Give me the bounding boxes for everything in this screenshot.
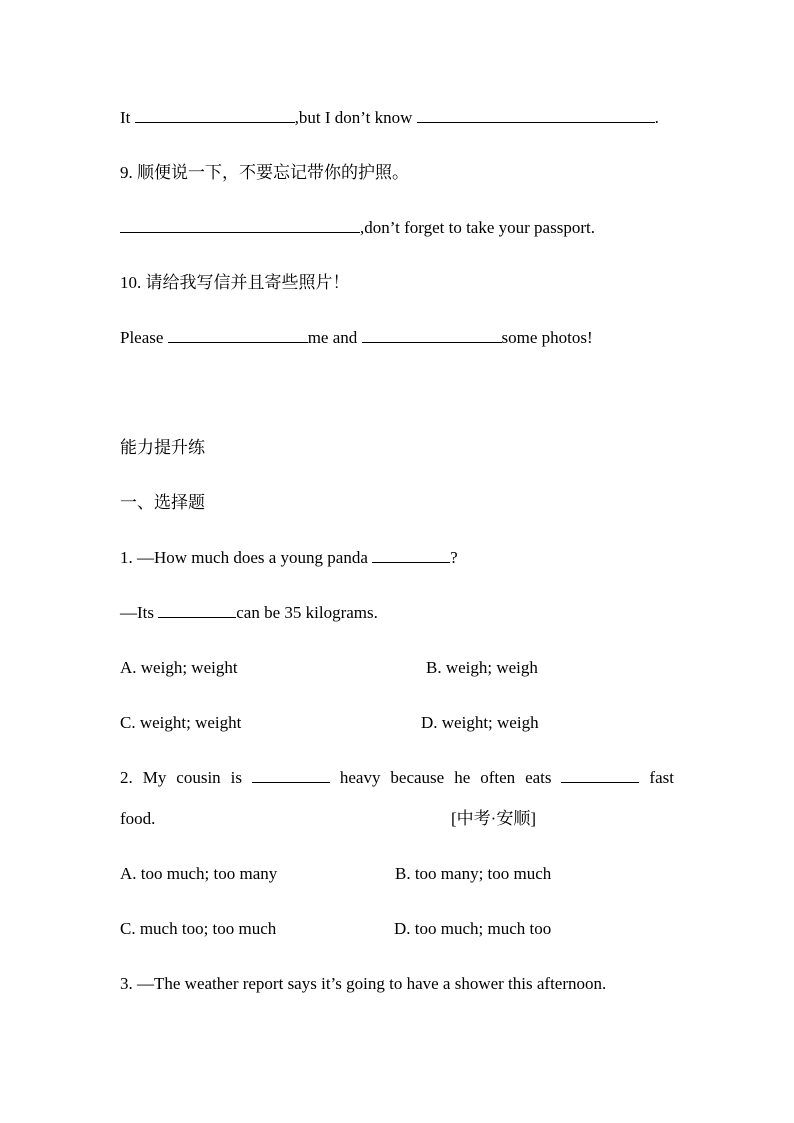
mc1-question <box>120 548 458 568</box>
mc2-word: is <box>230 768 242 787</box>
mc1-blank-2[interactable] <box>158 603 236 618</box>
mc2-word: he <box>454 768 471 787</box>
mc2-word: cousin <box>176 768 221 787</box>
q9-chinese-prompt: 9. 顺便说一下，不要忘记带你的护照。 <box>120 163 409 182</box>
mc1-answer-text: —Its <box>120 603 159 622</box>
q8-blank-1[interactable] <box>135 108 295 123</box>
mc2-word: 2. <box>120 768 133 787</box>
mc1-blank-1[interactable] <box>372 548 450 563</box>
mc2-blank-1[interactable] <box>252 768 330 783</box>
mc1-question-text: 1. —How much does a young panda <box>120 548 373 567</box>
q10-blank-1[interactable] <box>168 328 308 343</box>
mc1-answer-end: can be 35 kilograms. <box>236 603 378 622</box>
mc2-question-line2: food. <box>120 809 156 828</box>
mc2-word: My <box>142 768 167 787</box>
q9-blank[interactable] <box>120 218 360 233</box>
mc2-option-d[interactable]: D. too much; much too <box>394 919 552 938</box>
mc2-source: [中考·安顺] <box>451 809 536 828</box>
q10-blank-2[interactable] <box>362 328 502 343</box>
q10-text-please: Please <box>120 328 168 347</box>
q8-blank-2[interactable] <box>417 108 655 123</box>
mc2-question <box>120 768 674 788</box>
q10-chinese-prompt: 10. 请给我写信并且寄些照片！ <box>120 273 350 292</box>
mc1-question-end: ? <box>450 548 458 567</box>
q9-text-suffix: ,don’t forget to take your passport. <box>360 218 595 237</box>
mc1-option-d[interactable]: D. weight; weigh <box>421 713 539 732</box>
mc2-blank-2[interactable] <box>561 768 639 783</box>
mc2-option-b[interactable]: B. too many; too much <box>395 864 552 883</box>
mc2-word: fast <box>649 768 674 787</box>
q8-answer-line <box>120 108 659 128</box>
q10-text-middle: me and <box>307 328 362 347</box>
mc3-question: 3. —The weather report says it’s going to have a shower this afternoon. <box>120 974 607 993</box>
mc1-option-c[interactable]: C. weight; weight <box>120 713 242 732</box>
section-title: 能力提升练 <box>120 438 205 457</box>
mc2-word: eats <box>525 768 552 787</box>
mc2-word: often <box>480 768 516 787</box>
mc2-option-a[interactable]: A. too much; too many <box>120 864 278 883</box>
q8-text-it: It <box>120 108 135 127</box>
mc1-option-a[interactable]: A. weigh; weight <box>120 658 238 677</box>
mc1-answer <box>120 603 378 623</box>
q9-answer-line <box>120 218 595 238</box>
mc2-option-c[interactable]: C. much too; too much <box>120 919 277 938</box>
q8-text-middle: ,but I don’t know <box>294 108 417 127</box>
q8-text-end: . <box>654 108 659 127</box>
subsection-title: 一、选择题 <box>120 493 205 512</box>
mc2-word: because <box>390 768 445 787</box>
mc1-option-b[interactable]: B. weigh; weigh <box>426 658 538 677</box>
q10-text-end: some photos! <box>501 328 593 347</box>
q10-answer-line <box>120 328 593 348</box>
mc2-word: heavy <box>339 768 381 787</box>
